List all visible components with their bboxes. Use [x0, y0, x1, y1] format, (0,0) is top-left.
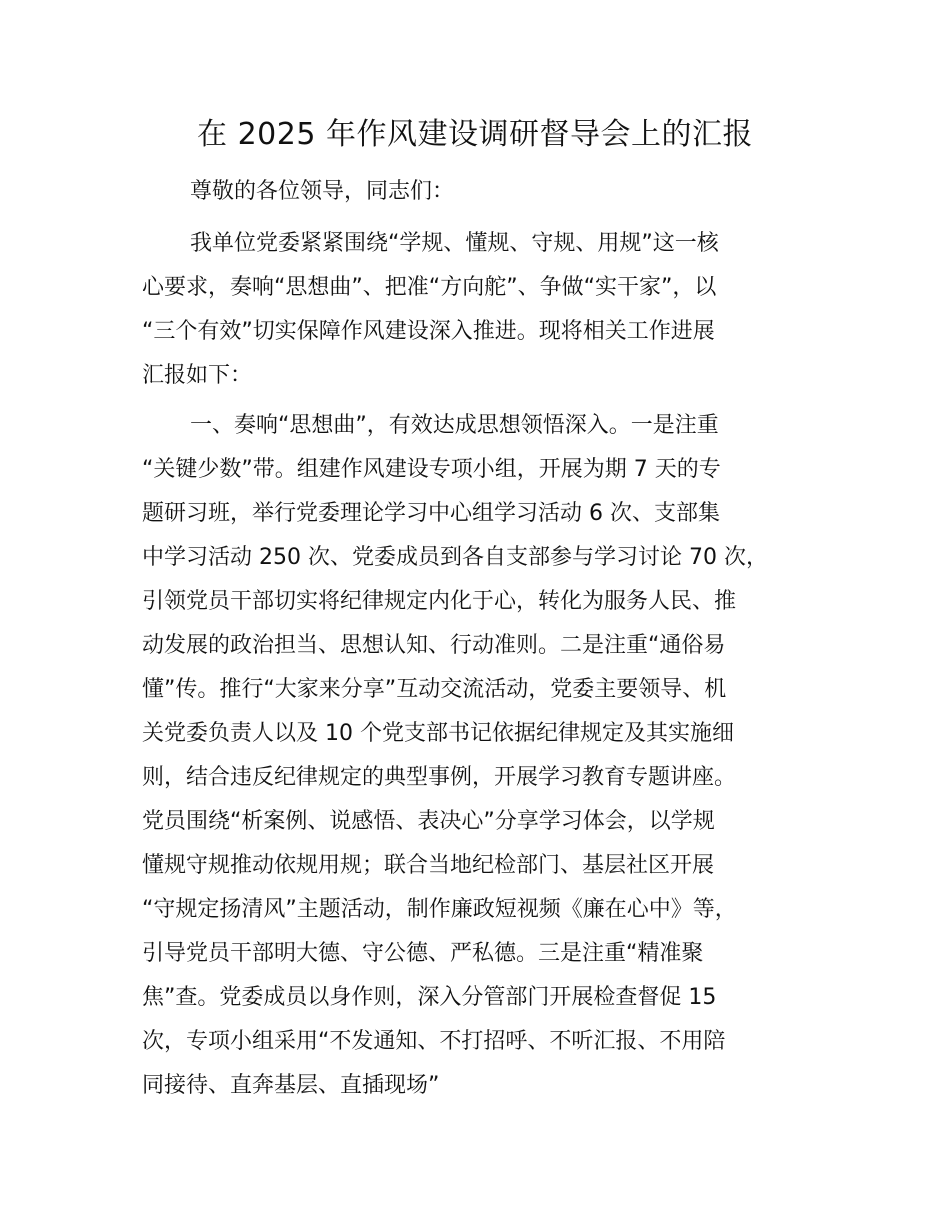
paragraph-line: 引领党员干部切实将纪律规定内化于心，转化为服务人民、推 — [142, 589, 737, 614]
paragraph-line: 焦”查。党委成员以身作则，深入分管部门开展检查督促 15 — [142, 985, 717, 1010]
paragraph-section-one — [142, 404, 842, 1108]
paragraph-line: 中学习活动 250 次、党委成员到各自支部参与学习讨论 70 次， — [142, 545, 768, 570]
paragraph-line: 懂规守规推动依规用规；联合当地纪检部门、基层社区开展 — [142, 853, 715, 878]
paragraph-line: 题研习班，举行党委理论学习中心组学习活动 6 次、支部集 — [142, 501, 720, 526]
paragraph-line: 引导党员干部明大德、守公德、严私德。三是注重“精准聚 — [142, 941, 704, 966]
paragraph-line: 次，专项小组采用“不发通知、不打招呼、不听汇报、不用陪 — [142, 1029, 726, 1054]
paragraph-line: “守规定扬清风”主题活动，制作廉政短视频《廉在心中》等， — [142, 897, 737, 922]
paragraph-line: 懂”传。推行“大家来分享”互动交流活动，党委主要领导、机 — [142, 677, 727, 702]
paragraph-line: 同接待、直奔基层、直插现场” — [142, 1073, 440, 1098]
paragraph-line: “三个有效”切实保障作风建设深入推进。现将相关工作进展 — [142, 319, 715, 344]
paragraph-line: 汇报如下： — [142, 363, 253, 388]
paragraph-line: 关党委负责人以及 10 个党支部书记依据纪律规定及其实施细 — [142, 721, 734, 746]
paragraph-line: 则，结合违反纪律规定的典型事例，开展学习教育专题讲座。 — [142, 765, 737, 790]
paragraph-line: 党员围绕“析案例、说感悟、表决心”分享学习体会，以学规 — [142, 809, 715, 834]
paragraph-line: “关键少数”带。组建作风建设专项小组，开展为期 7 天的专 — [142, 457, 721, 482]
paragraph-line: 一、奏响“思想曲”，有效达成思想领悟深入。一是注重 — [190, 413, 719, 438]
salutation: 尊敬的各位领导，同志们： — [190, 179, 455, 204]
paragraph-intro — [142, 222, 842, 398]
paragraph-line: 动发展的政治担当、思想认知、行动准则。二是注重“通俗易 — [142, 633, 726, 658]
document-title: 在 2025 年作风建设调研督导会上的汇报 — [197, 117, 753, 152]
paragraph-line: 我单位党委紧紧围绕“学规、懂规、守规、用规”这一核 — [190, 231, 719, 256]
paragraph-line: 心要求，奏响“思想曲”、把准“方向舵”、争做“实干家”，以 — [142, 275, 717, 300]
